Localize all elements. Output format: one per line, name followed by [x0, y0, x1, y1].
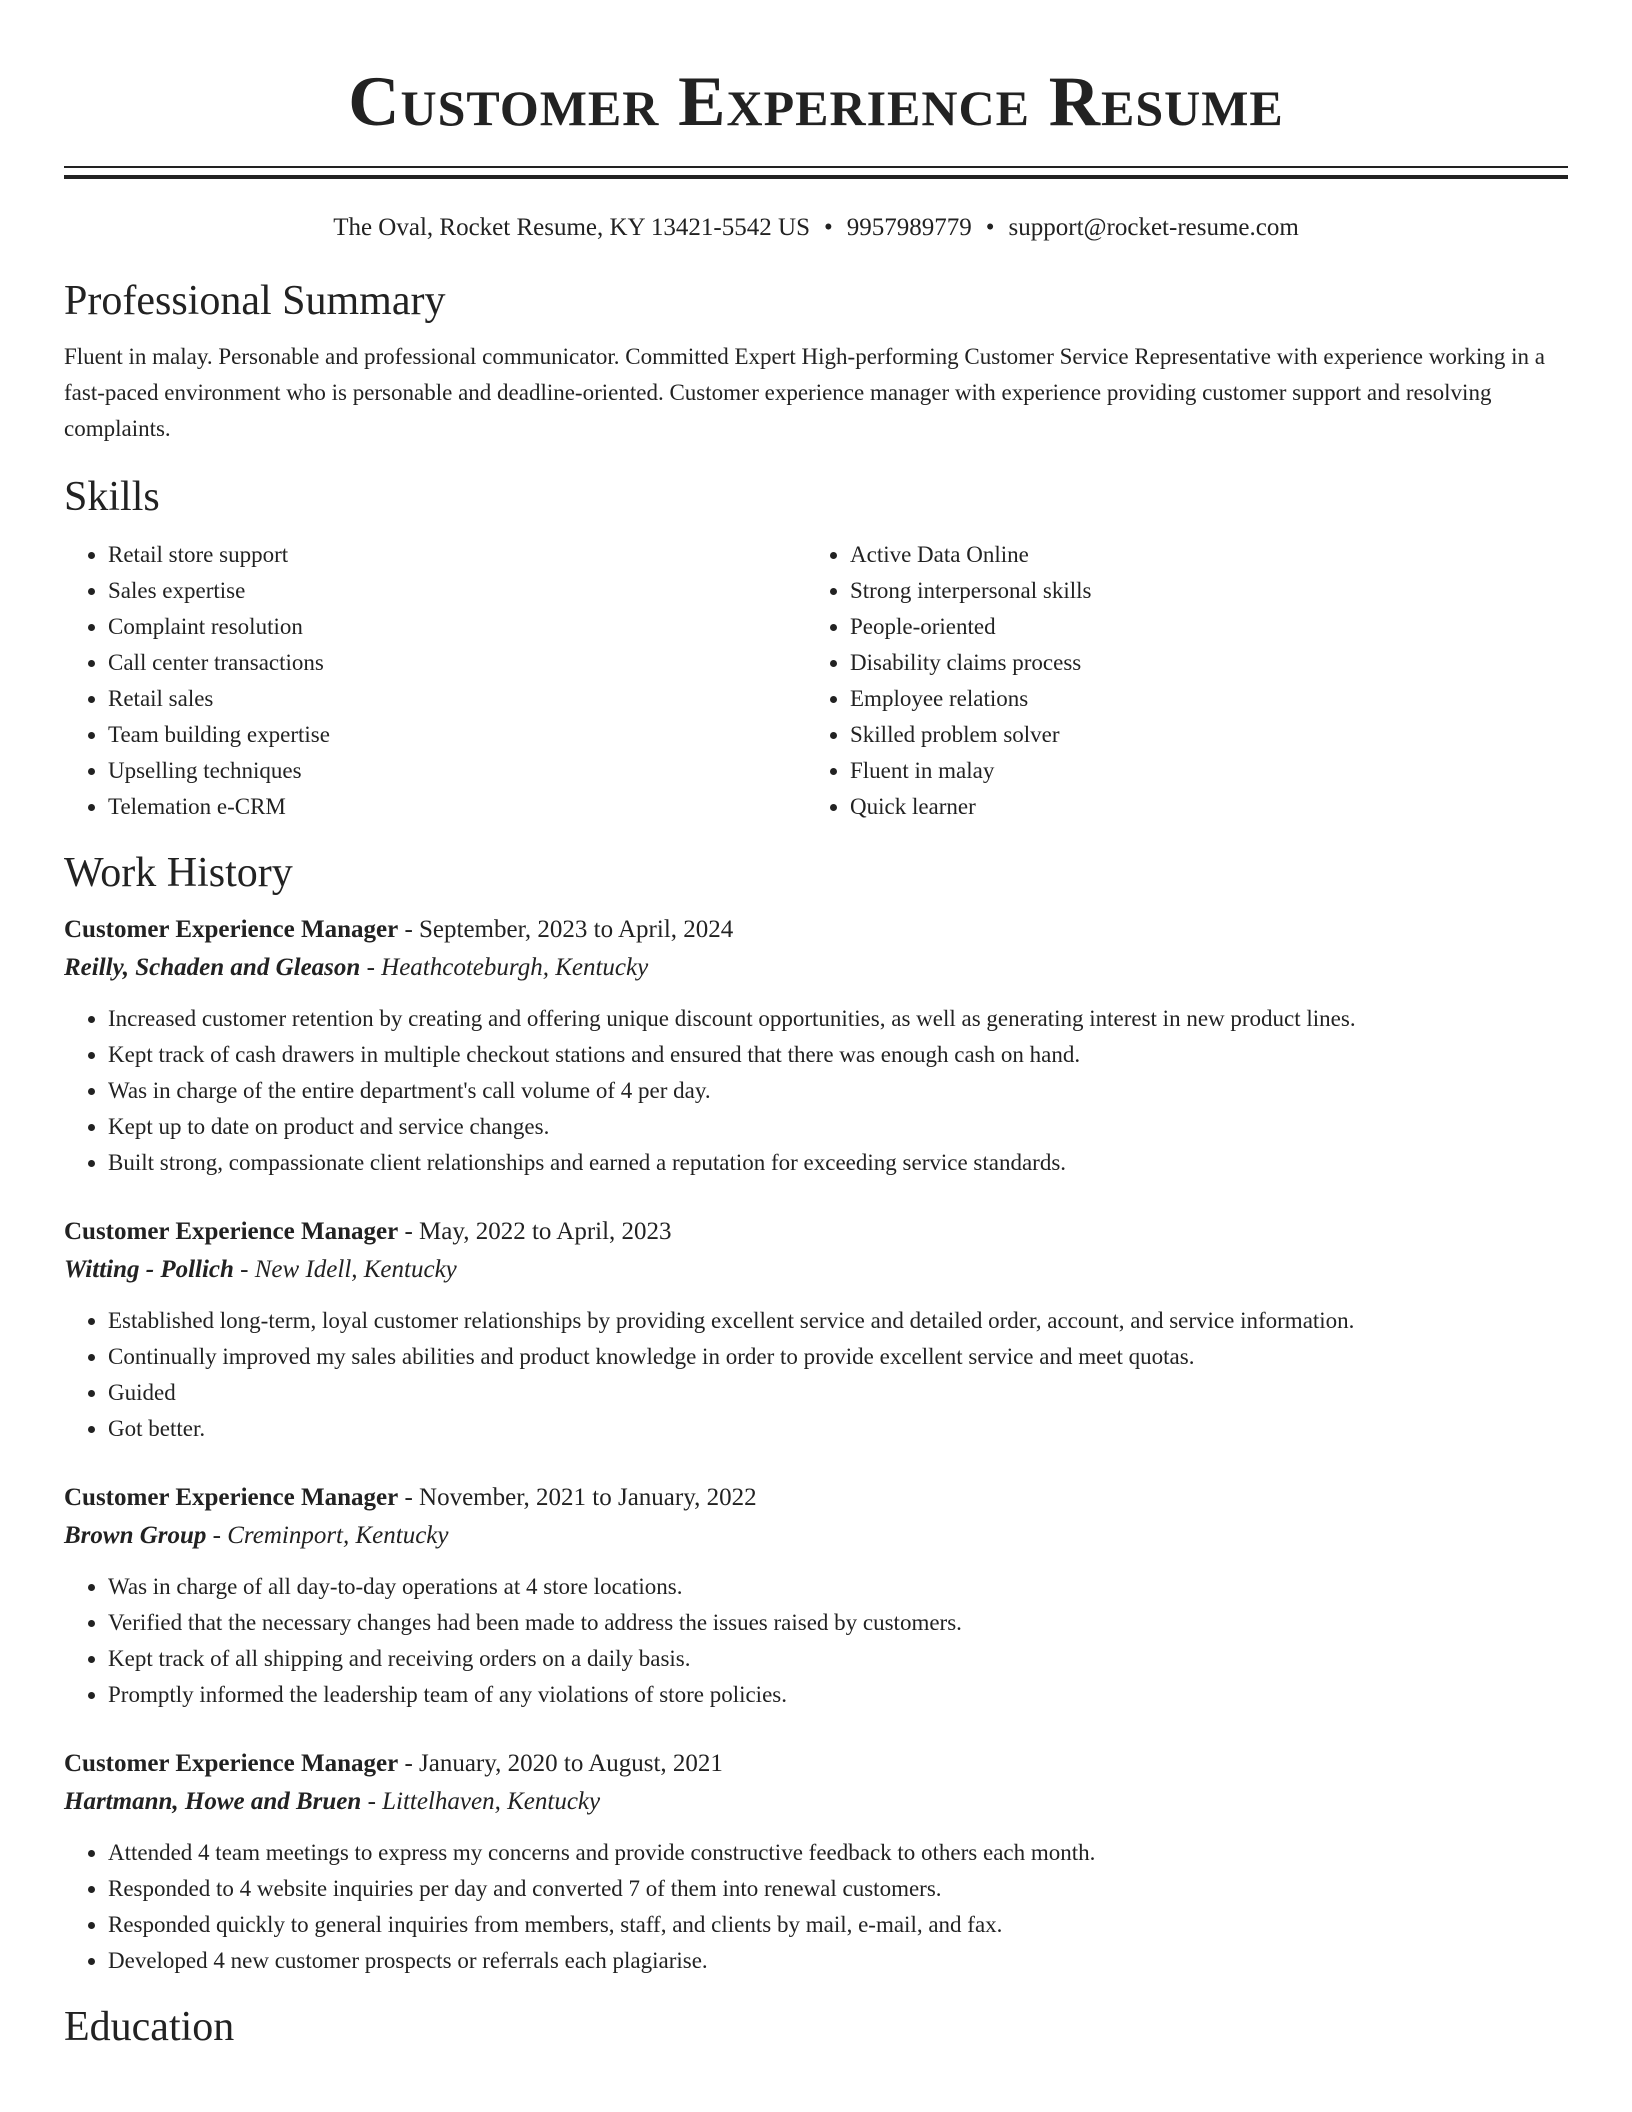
skill-item: • People-oriented — [850, 609, 1548, 645]
job-company-line: Witting - Pollich - New Idell, Kentucky — [64, 1256, 457, 1283]
job-entry — [64, 1479, 1568, 1713]
title-divider — [64, 166, 1568, 179]
job-entry — [64, 1745, 1568, 1979]
job-bullet: • Guided — [108, 1375, 1568, 1411]
job-title-line: Customer Experience Manager - May, 2022 to April, 2023 — [64, 1218, 672, 1245]
skills-list-right — [806, 537, 1548, 825]
education-heading: Education — [64, 2004, 235, 2050]
job-title-line: Customer Experience Manager - September, 2023 to April, 2024 — [64, 916, 734, 943]
resume-page — [64, 0, 1568, 2051]
skill-item: • Active Data Online — [850, 537, 1548, 573]
job-role: Customer Experience Manager — [64, 1218, 399, 1245]
job-bullet: • Promptly informed the leadership team of any violations of store policies. — [108, 1677, 1568, 1713]
skill-item: • Upselling techniques — [108, 753, 806, 789]
skill-item: • Skilled problem solver — [850, 717, 1548, 753]
job-location: Heathcoteburgh, Kentucky — [381, 954, 649, 981]
job-bullet: • Built strong, compassionate client relationships and earned a reputation for exceeding service standards. — [108, 1145, 1568, 1181]
job-bullet: • Increased customer retention by creating and offering unique discount opportunities, as well as generating interest in new product lines. — [108, 1001, 1568, 1037]
skill-item: • Sales expertise — [108, 573, 806, 609]
job-dates: January, 2020 to August, 2021 — [419, 1750, 723, 1777]
job-bullet: • Kept up to date on product and service changes. — [108, 1109, 1568, 1145]
job-entry — [64, 1213, 1568, 1447]
job-bullet: • Was in charge of the entire department's call volume of 4 per day. — [108, 1073, 1568, 1109]
skill-item: • Employee relations — [850, 681, 1548, 717]
job-title-line: Customer Experience Manager - November, 2021 to January, 2022 — [64, 1484, 757, 1511]
summary-section — [64, 277, 1568, 447]
work-history-heading: Work History — [64, 850, 293, 896]
job-company: Hartmann, Howe and Bruen — [64, 1788, 362, 1815]
skills-heading: Skills — [64, 474, 160, 520]
summary-heading: Professional Summary — [64, 278, 446, 324]
job-bullet: • Attended 4 team meetings to express my concerns and provide constructive feedback to others each month. — [108, 1835, 1568, 1871]
job-company-line: Reilly, Schaden and Gleason - Heathcoteburgh, Kentucky — [64, 954, 649, 981]
job-location: Littelhaven, Kentucky — [382, 1788, 601, 1815]
job-dates: November, 2021 to January, 2022 — [419, 1484, 757, 1511]
job-bullet: • Continually improved my sales abilities and product knowledge in order to provide excellent service and meet quotas. — [108, 1339, 1568, 1375]
contact-separator: • — [823, 214, 833, 241]
job-dates: May, 2022 to April, 2023 — [419, 1218, 672, 1245]
job-company-line: Brown Group - Creminport, Kentucky — [64, 1522, 449, 1549]
job-bullets — [64, 1569, 1568, 1713]
skill-item: • Complaint resolution — [108, 609, 806, 645]
page-title: Customer Experience Resume — [348, 63, 1284, 141]
job-bullet: • Verified that the necessary changes had been made to address the issues raised by customers. — [108, 1605, 1568, 1641]
job-bullet: • Kept track of cash drawers in multiple checkout stations and ensured that there was enough cash on hand. — [108, 1037, 1568, 1073]
job-company: Reilly, Schaden and Gleason — [64, 954, 361, 981]
job-location: Creminport, Kentucky — [227, 1522, 449, 1549]
job-bullet: • Responded quickly to general inquiries from members, staff, and clients by mail, e-mail, and fax. — [108, 1907, 1568, 1943]
job-company: Witting - Pollich — [64, 1256, 234, 1283]
contact-separator: • — [985, 214, 995, 241]
job-role: Customer Experience Manager — [64, 916, 399, 943]
job-bullet: • Established long-term, loyal customer relationships by providing excellent service and detailed order, account, and service information. — [108, 1303, 1568, 1339]
job-role: Customer Experience Manager — [64, 1484, 399, 1511]
job-location: New Idell, Kentucky — [254, 1256, 457, 1283]
skills-columns — [64, 537, 1568, 825]
job-dates: September, 2023 to April, 2024 — [419, 916, 734, 943]
skills-section — [64, 473, 1568, 825]
contact-email: support@rocket-resume.com — [1008, 214, 1299, 241]
skills-list-left — [64, 537, 806, 825]
summary-text: Fluent in malay. Personable and professional communicator. Committed Expert High-performing Customer Service Representative with experience working in a fast-paced environment who is personable and deadline-oriented. Customer experience manager with experience providing customer support and resolving complaints. — [64, 344, 1545, 441]
skill-item: • Retail sales — [108, 681, 806, 717]
job-title-line: Customer Experience Manager - January, 2020 to August, 2021 — [64, 1750, 723, 1777]
skill-item: • Team building expertise — [108, 717, 806, 753]
job-bullet: • Responded to 4 website inquiries per day and converted 7 of them into renewal customers. — [108, 1871, 1568, 1907]
skill-item: • Retail store support — [108, 537, 806, 573]
skill-item: • Strong interpersonal skills — [850, 573, 1548, 609]
job-bullet: • Got better. — [108, 1411, 1568, 1447]
job-entry — [64, 911, 1568, 1181]
contact-phone: 9957989779 — [846, 214, 972, 241]
job-bullets — [64, 1835, 1568, 1979]
skill-item: • Fluent in malay — [850, 753, 1548, 789]
skill-item: • Call center transactions — [108, 645, 806, 681]
job-bullets — [64, 1001, 1568, 1181]
job-role: Customer Experience Manager — [64, 1750, 399, 1777]
contact-address: The Oval, Rocket Resume, KY 13421-5542 US — [333, 214, 810, 241]
education-section — [64, 2003, 1568, 2051]
job-bullet: • Developed 4 new customer prospects or referrals each plagiarise. — [108, 1943, 1568, 1979]
skill-item: • Disability claims process — [850, 645, 1548, 681]
work-history-section — [64, 849, 1568, 1979]
job-bullets — [64, 1303, 1568, 1447]
job-bullet: • Kept track of all shipping and receiving orders on a daily basis. — [108, 1641, 1568, 1677]
job-company: Brown Group — [64, 1522, 207, 1549]
skill-item: • Telemation e-CRM — [108, 789, 806, 825]
contact-line — [64, 213, 1568, 243]
job-bullet: • Was in charge of all day-to-day operations at 4 store locations. — [108, 1569, 1568, 1605]
job-company-line: Hartmann, Howe and Bruen - Littelhaven, Kentucky — [64, 1788, 601, 1815]
skill-item: • Quick learner — [850, 789, 1548, 825]
